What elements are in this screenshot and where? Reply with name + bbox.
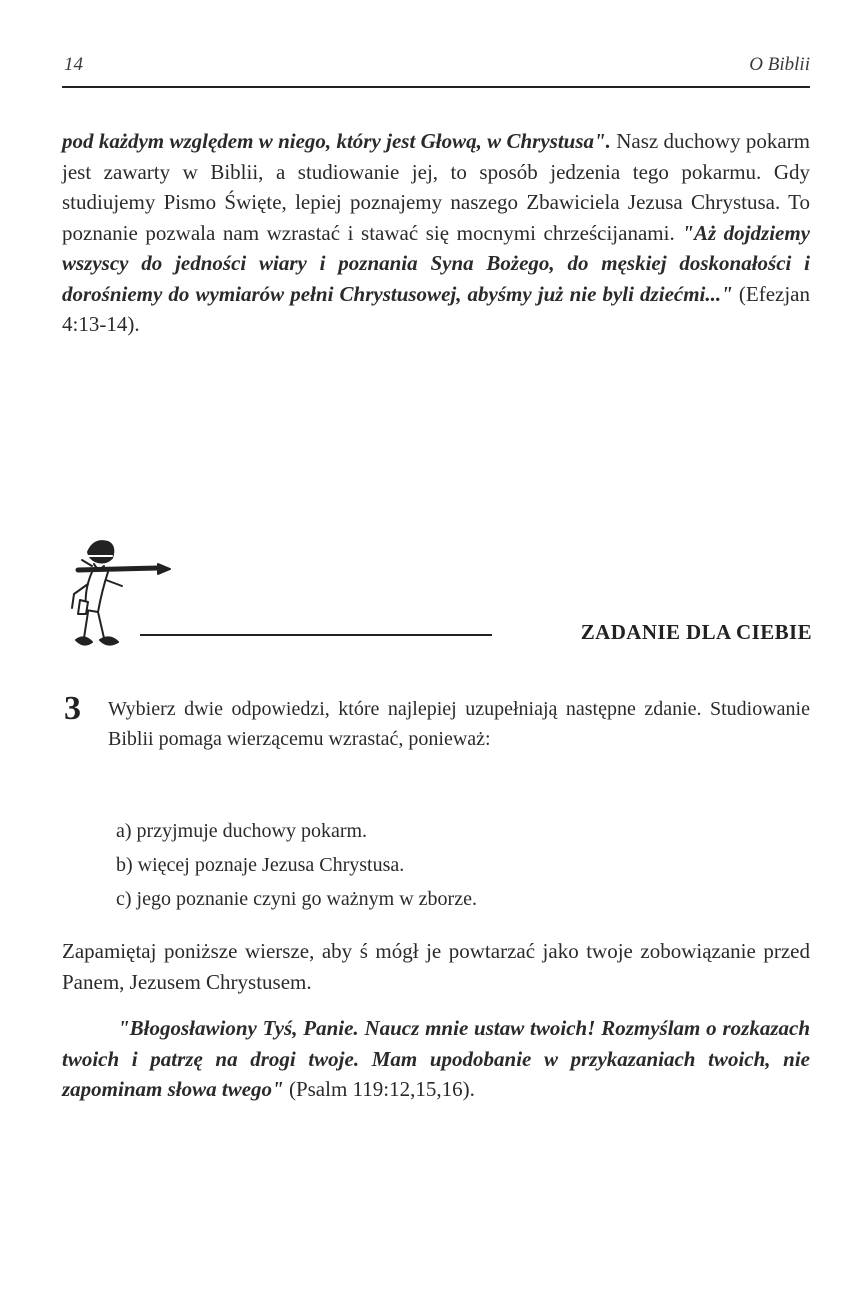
exercise-number: 3 [64, 690, 81, 727]
section-rule [140, 634, 492, 636]
memorize-instruction: Zapamiętaj poniższe wiersze, aby ś mógł je powtarzać jako twoje zobowiązanie przed Panem, Jezusem Chrystusem. [62, 939, 810, 994]
running-title: O Biblii [749, 54, 810, 75]
ephesians-citation: (Efezjan 4:13-14). [62, 281, 810, 336]
psalm-citation: (Psalm 119:12,15,16). [283, 1077, 475, 1101]
ephesians-quote: "Aż dojdziemy wszyscy do jedności wiary i poznania Syna Bożego, do męskiej doskonałości i dorośniemy do wymiarów pełni Chrystusowej, abyśmy już nie byli dziećmi..." [62, 220, 811, 306]
paragraph-spiritual-food [62, 126, 810, 340]
page-header [62, 52, 810, 88]
psalm-quote: "Błogosławiony Tyś, Panie. Naucz mnie ustaw twoich! Rozmyślam o rozkazach twoich i patrzę na drogi twoje. Mam upodobanie w przykazaniach twoich, nie zapominam słowa twego" [62, 1016, 810, 1101]
exercise-prompt: Wybierz dwie odpowiedzi, które najlepiej uzupełniają następne zdanie. Studiowanie Biblii pomaga wierzącemu wzrastać, ponieważ: [108, 698, 810, 750]
option-c: c) jego poznanie czyni go ważnym w zborze. [116, 888, 477, 910]
student-with-pencil-icon [58, 530, 178, 658]
memory-verse [62, 1013, 810, 1105]
answer-options [116, 814, 477, 916]
section-heading: ZADANIE DLA CIEBIE [580, 620, 812, 644]
option-b: b) więcej poznaje Jezusa Chrystusa. [116, 854, 405, 876]
quote-continuation: pod każdym względem w niego, który jest Głową, w Chrystusa". [62, 129, 611, 153]
option-a: a) przyjmuje duchowy pokarm. [116, 820, 368, 842]
page-number: 14 [64, 54, 83, 75]
body-text: Nasz duchowy pokarm jest zawarty w Biblii, a studiowanie jej, to sposób jedzenia tego pokarmu. Gdy studiujemy Pismo Święte, lepiej poznajemy naszego Zbawiciela Jezusa Chrystusa. To poznanie pozwala nam wzrastać i stawać się mocnymi chrześcijanami. [62, 129, 810, 245]
